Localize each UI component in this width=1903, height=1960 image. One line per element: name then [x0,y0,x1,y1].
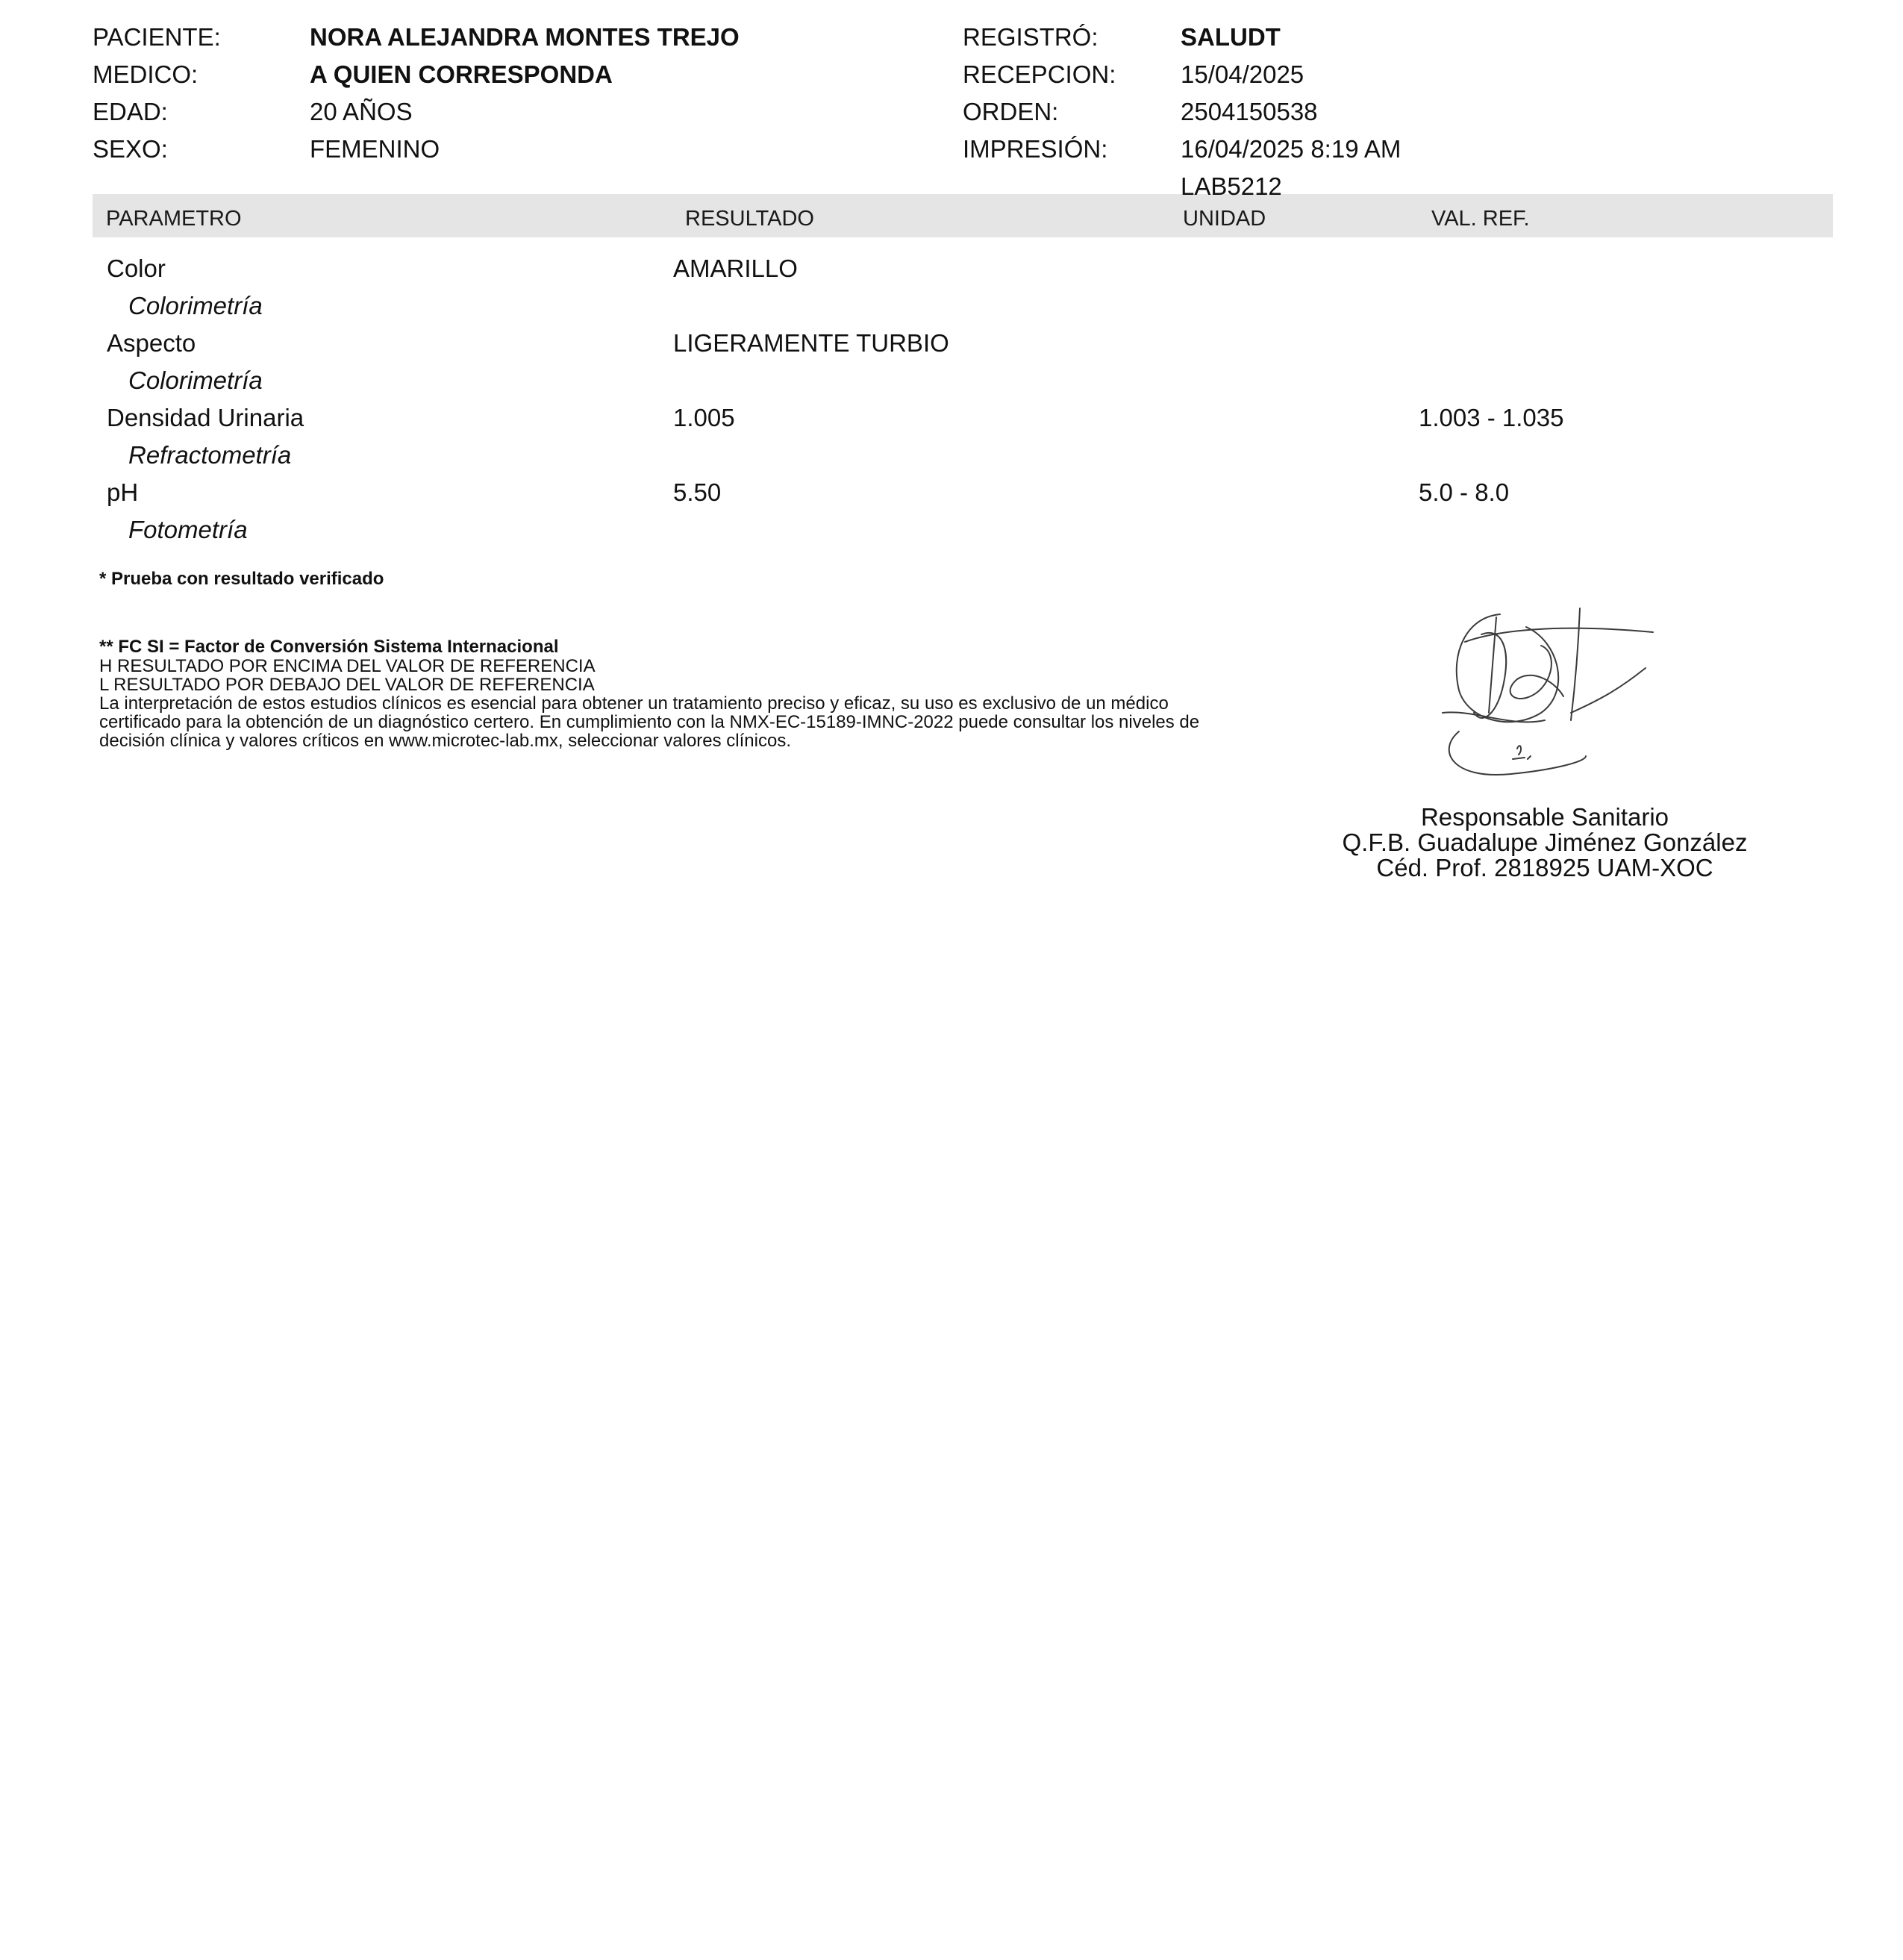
registro-label: REGISTRÓ: [963,23,1099,51]
legend-line: decisión clínica y valores críticos en www.microtec-lab.mx, seleccionar valores clínicos. [99,731,791,751]
signature-title: Responsable Sanitario [1420,803,1669,831]
resultado-cell: LIGERAMENTE TURBIO [673,329,949,357]
table-row [0,403,1903,478]
method-cell: Colorimetría [128,366,263,394]
edad-label: EDAD: [93,98,168,125]
edad-value: 20 AÑOS [310,98,413,125]
sexo-value: FEMENINO [310,135,440,163]
ref-cell: 5.0 - 8.0 [1419,478,1510,506]
method-cell: Refractometría [128,441,292,469]
header-unidad: UNIDAD [1183,207,1266,231]
signature-name: Q.F.B. Guadalupe Jiménez González [1342,828,1748,856]
parametro-cell: Densidad Urinaria [107,404,304,431]
legend-line: certificado para la obtención de un diagnóstico certero. En cumplimiento con la NMX-EC-15189-IMNC-2022 puede consultar los niveles de [99,712,1200,732]
resultado-cell: 5.50 [673,478,722,506]
table-row [0,478,1903,552]
parametro-cell: Color [107,255,166,282]
table-row [0,254,1903,328]
header-resultado: RESULTADO [685,207,814,231]
handwritten-signature-icon [1429,601,1668,791]
method-cell: Colorimetría [128,292,263,319]
legend-line: La interpretación de estos estudios clínicos es esencial para obtener un tratamiento preciso y eficaz, su uso es exclusivo de un médico [99,693,1169,714]
impresion-value: 16/04/2025 8:19 AM [1181,135,1402,163]
verified-note: * Prueba con resultado verificado [99,569,384,589]
signature-cedula: Céd. Prof. 2818925 UAM-XOC [1376,854,1713,881]
medico-value: A QUIEN CORRESPONDA [310,60,613,88]
recepcion-value: 15/04/2025 [1181,60,1304,88]
parametro-cell: Aspecto [107,329,196,357]
fc-si-note: ** FC SI = Factor de Conversión Sistema Internacional [99,637,559,657]
legend-line: L RESULTADO POR DEBAJO DEL VALOR DE REFERENCIA [99,675,595,695]
lab-code: LAB5212 [1181,172,1282,200]
orden-label: ORDEN: [963,98,1059,125]
registro-value: SALUDT [1181,23,1281,51]
medico-label: MEDICO: [93,60,199,88]
paciente-label: PACIENTE: [93,23,221,51]
table-row [0,328,1903,403]
resultado-cell: 1.005 [673,404,735,431]
method-cell: Fotometría [128,516,248,543]
header-parametro: PARAMETRO [106,207,242,231]
recepcion-label: RECEPCION: [963,60,1116,88]
results-table-header [93,194,1833,237]
ref-cell: 1.003 - 1.035 [1419,404,1564,431]
legend-line: H RESULTADO POR ENCIMA DEL VALOR DE REFERENCIA [99,656,596,676]
impresion-label: IMPRESIÓN: [963,135,1108,163]
header-val-ref: VAL. REF. [1431,207,1530,231]
sexo-label: SEXO: [93,135,168,163]
parametro-cell: pH [107,478,139,506]
legend-notes [99,657,1199,750]
resultado-cell: AMARILLO [673,255,798,282]
signature-block [1299,805,1791,881]
orden-value: 2504150538 [1181,98,1318,125]
paciente-value: NORA ALEJANDRA MONTES TREJO [310,23,740,51]
